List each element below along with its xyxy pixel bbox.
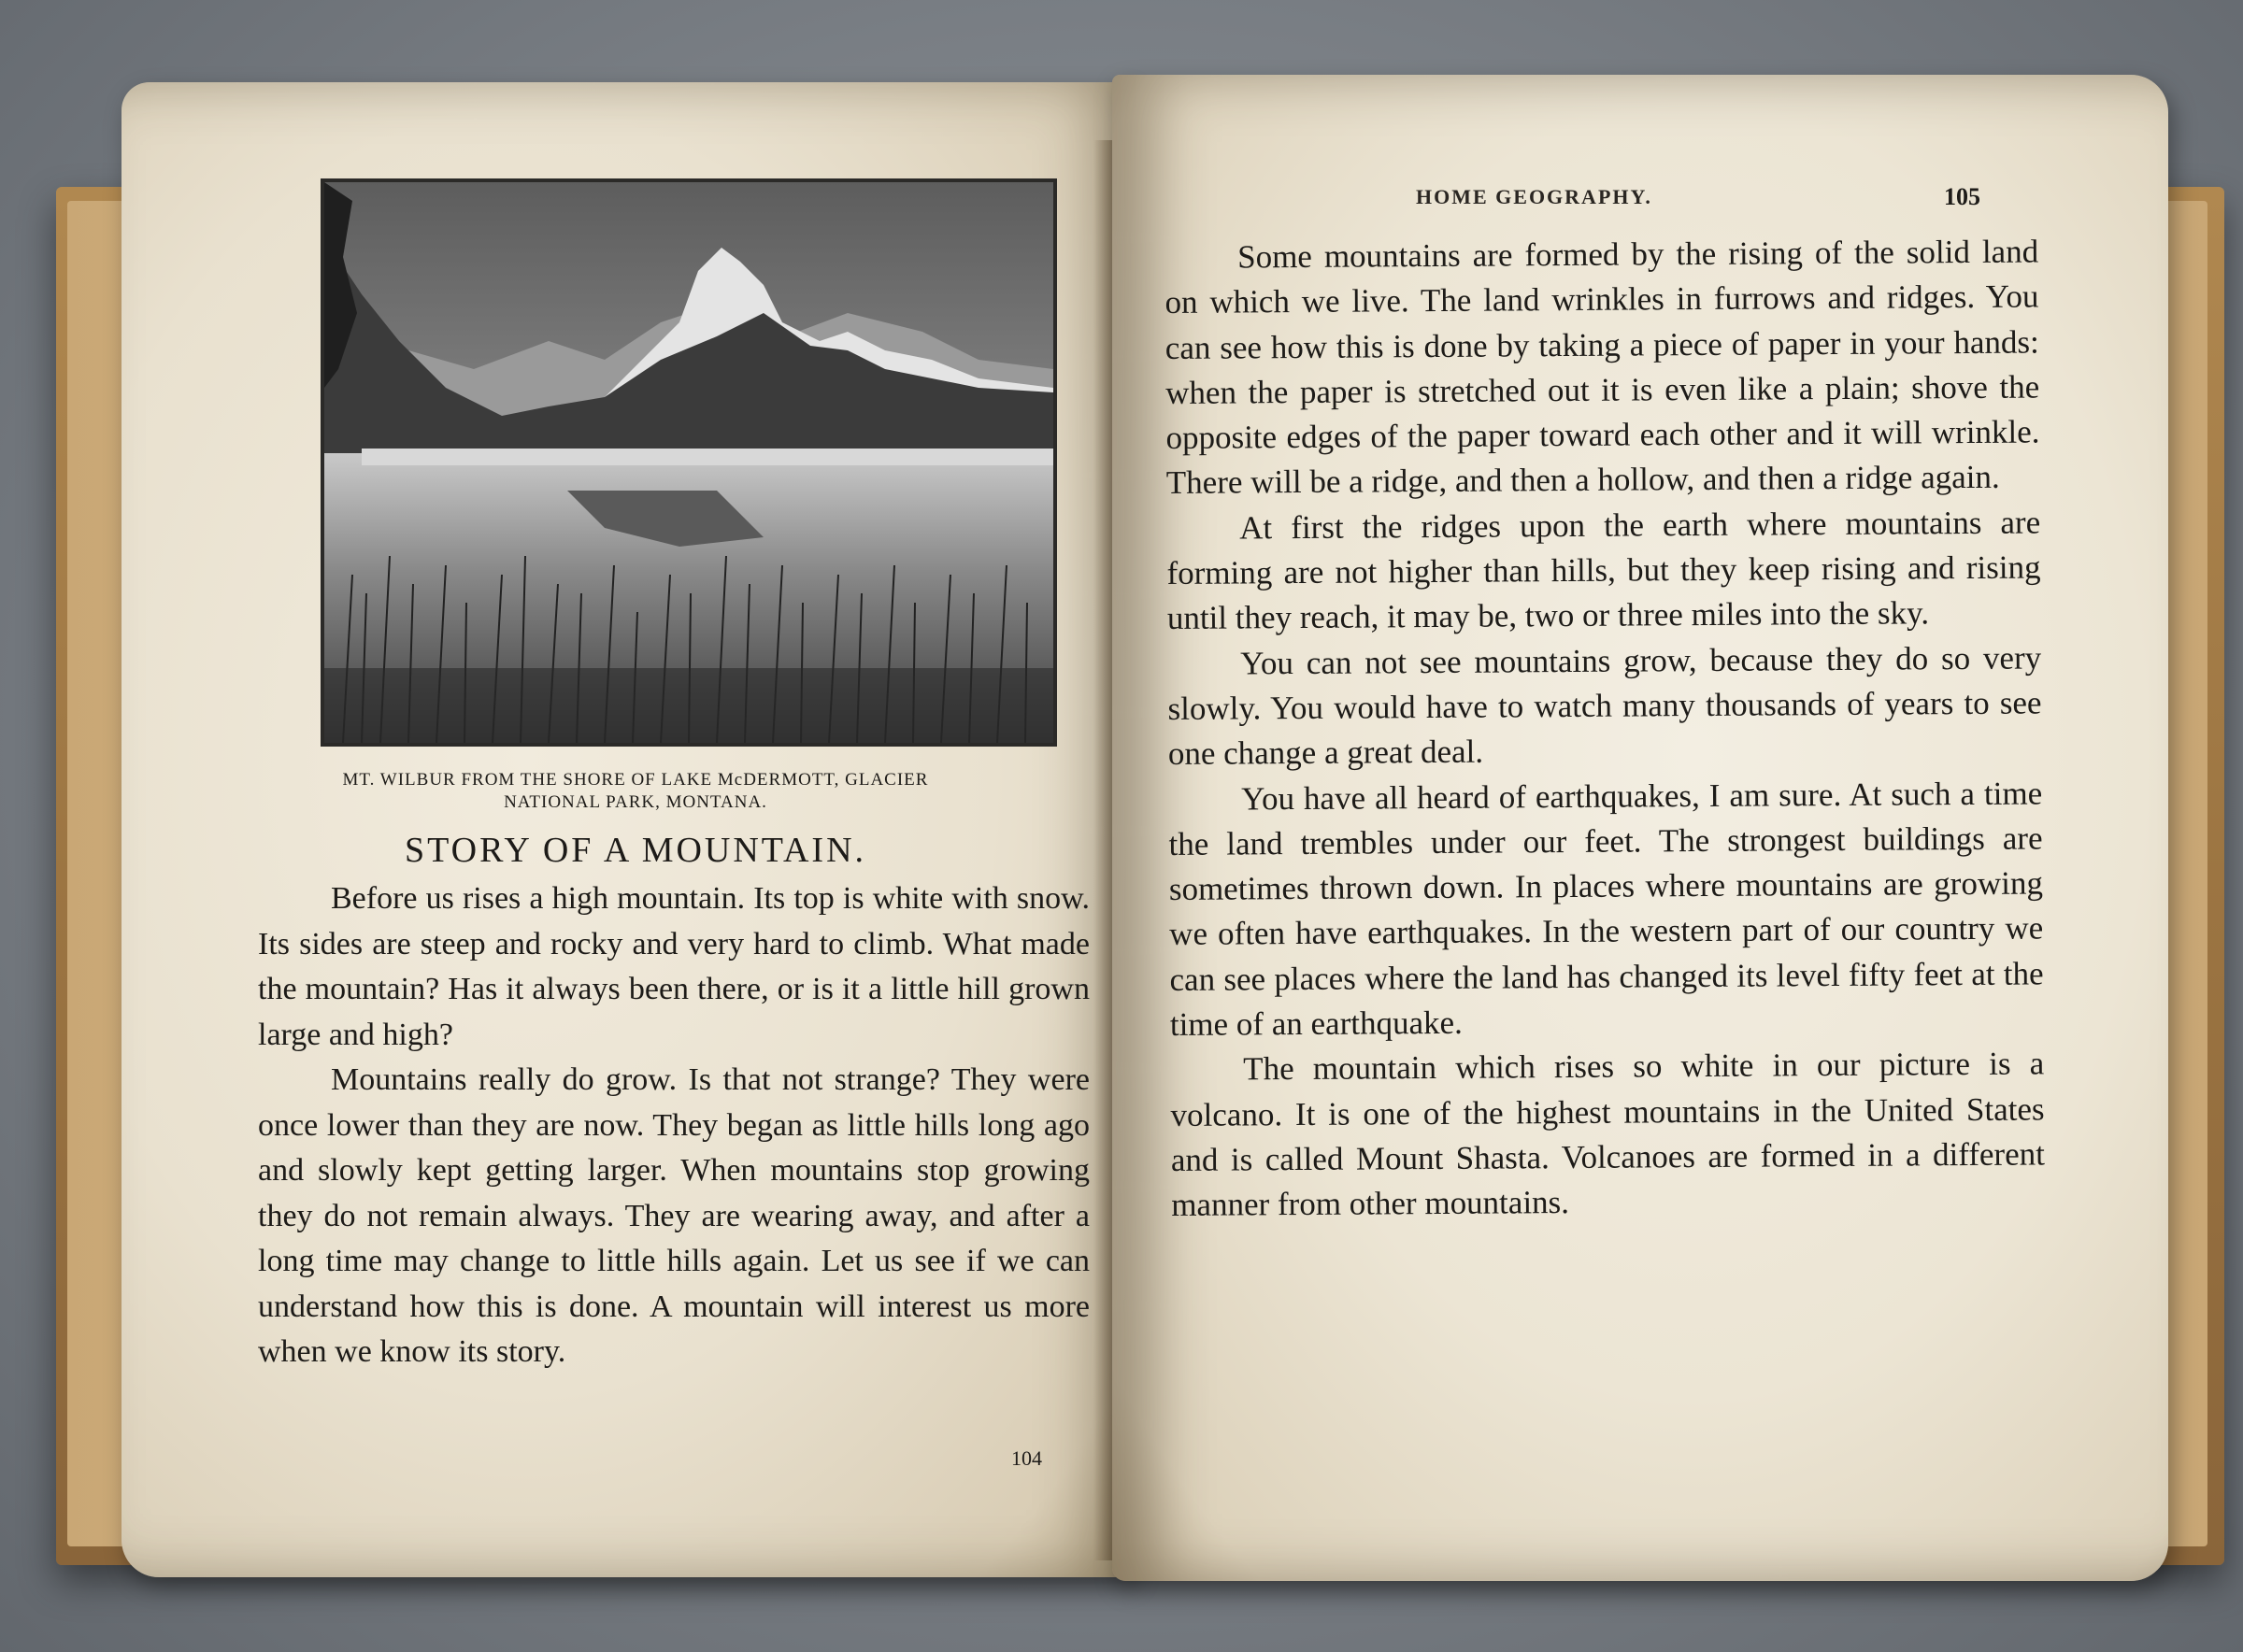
right-page <box>1112 75 2168 1581</box>
right-page-body <box>1164 229 2045 1228</box>
right-paragraph: You can not see mountains grow, because they do so very slowly. You would have to watch many thousands of years to see one change a great deal. <box>1167 639 2042 773</box>
chapter-heading: STORY OF A MOUNTAIN. <box>404 831 867 870</box>
left-paragraph: Mountains really do grow. Is that not strange? They were once lower than they are now. They began as little hills long ago and slowly kept getting larger. When mountains stop growing they do not remain always. They are wearing away, and after a long time may change to little hills again. Let us see if we can understand how this is done. A mountain will interest us more when we know its story. <box>258 1062 1090 1369</box>
right-paragraph: Some mountains are formed by the rising of the solid land on which we live. The land wrinkles in furrows and ridges. You can see how this is done by taking a piece of paper in your hands: when the paper is stretched out it is even like a plain; shove the opposite edges of the paper toward each other and it will wrinkle. There will be a ridge, and then a hollow, and then a ridge again. <box>1164 233 2040 502</box>
photo-illustration <box>324 182 1053 743</box>
right-page-number: 105 <box>1944 183 1980 210</box>
right-paragraph: At first the ridges upon the earth where mountains are forming are not higher than hills, but they keep rising and rising until they reach, it may be, two or three miles into the sky. <box>1166 504 2041 637</box>
left-page-number: 104 <box>1011 1446 1042 1470</box>
mountain-lake-photo <box>321 178 1057 747</box>
caption-line-1: MT. WILBUR FROM THE SHORE OF LAKE McDERMOTT, GLACIER <box>342 770 929 790</box>
right-paragraph: You have all heard of earthquakes, I am sure. At such a time the land trembles under our feet. The strongest buildings are sometimes thrown down. In places where mountains are growing we often have earthquakes. In the western part of our country we can see places where the land has changed its level fifty feet at the time of an earthquake. <box>1168 775 2044 1044</box>
left-page <box>121 82 1131 1577</box>
right-paragraph: The mountain which rises so white in our picture is a volcano. It is one of the highest mountains in the United States and is called Mount Shasta. Volcanoes are formed in a different manner from other mountains. <box>1170 1045 2046 1224</box>
caption-line-2: NATIONAL PARK, MONTANA. <box>504 792 767 812</box>
photo-caption <box>215 769 1056 814</box>
left-page-body <box>258 876 1090 1375</box>
running-head: HOME GEOGRAPHY. <box>1416 185 1652 208</box>
left-paragraph: Before us rises a high mountain. Its top is white with snow. Its sides are steep and rocky and very hard to climb. What made the mountain? Has it always been there, or is it a little hill grown large and high? <box>258 881 1090 1052</box>
